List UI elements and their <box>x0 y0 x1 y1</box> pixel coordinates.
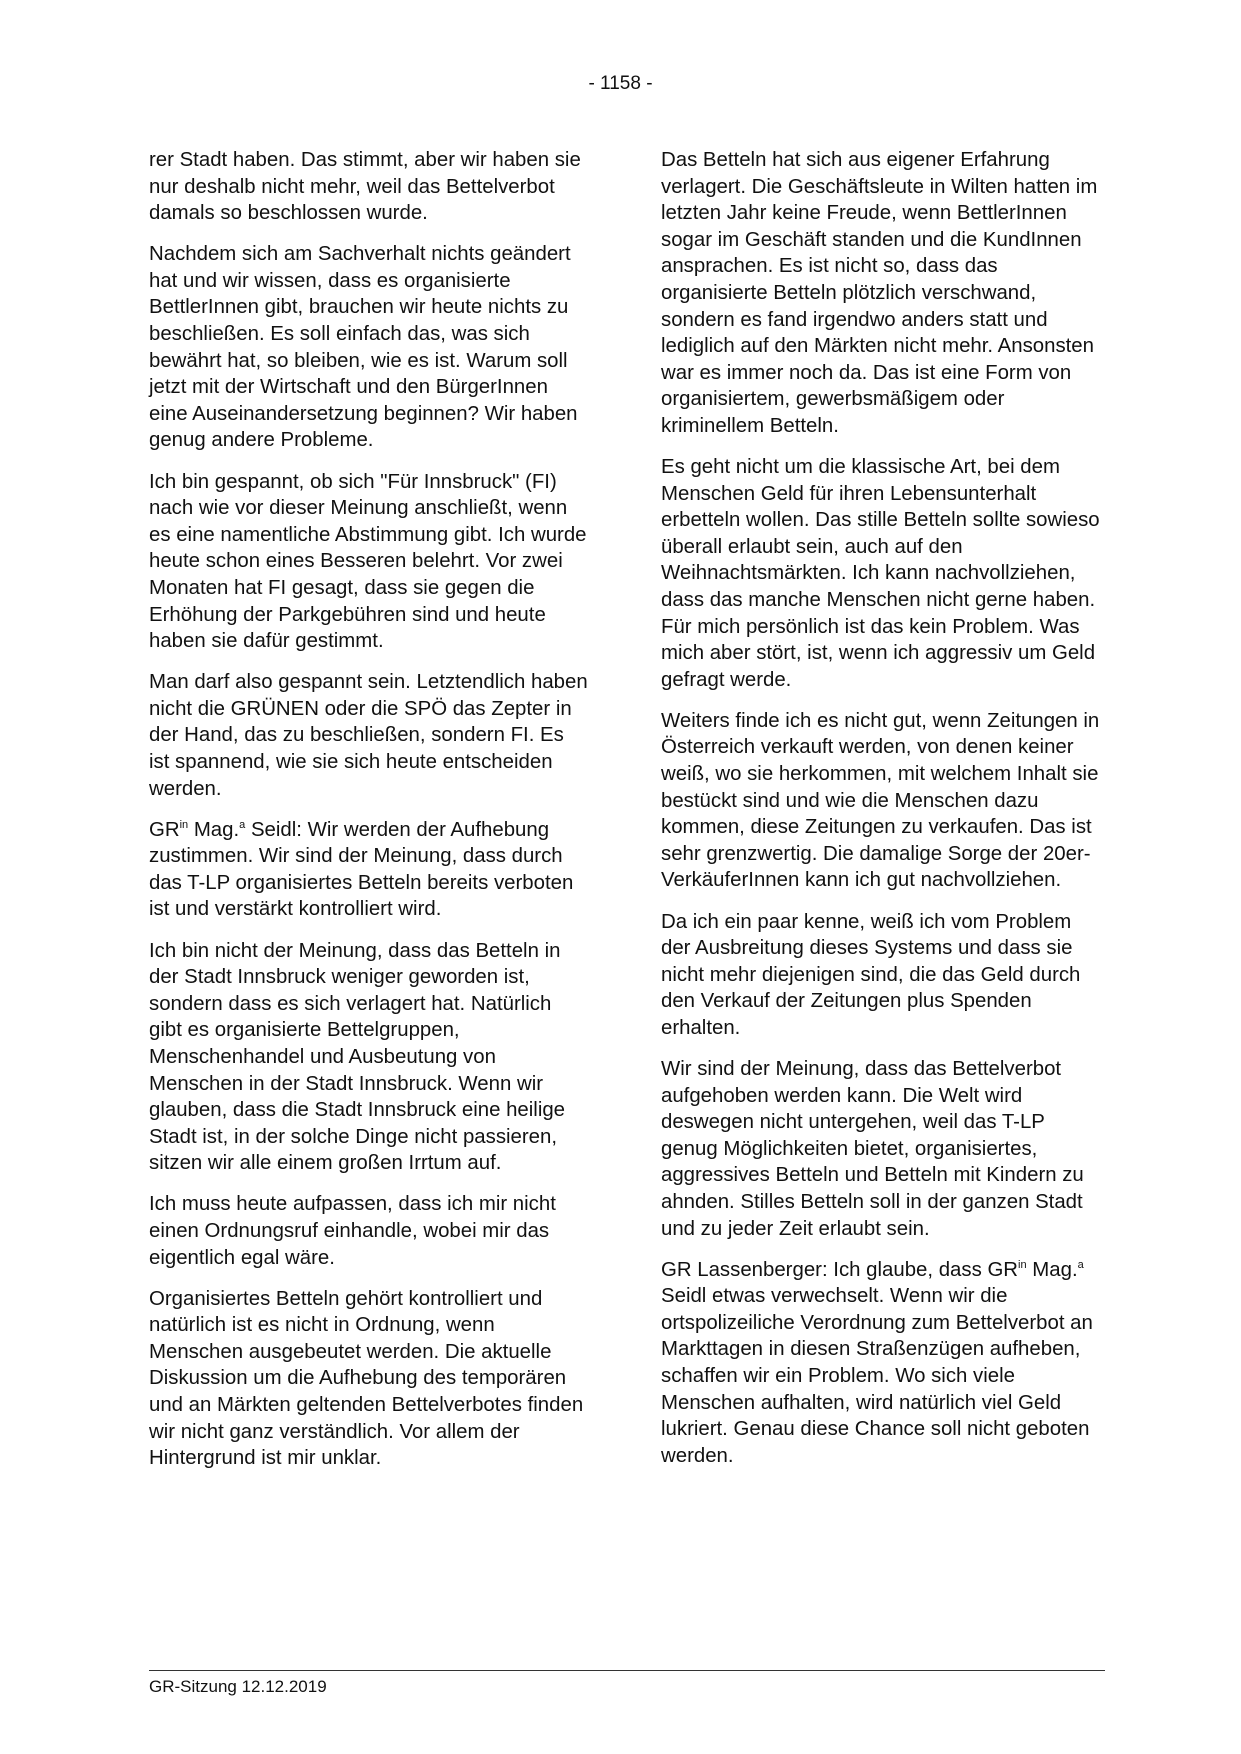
speaker-title-superscript: in <box>179 818 189 831</box>
degree-superscript: a <box>1077 1258 1084 1271</box>
footer-session-date: GR-Sitzung 12.12.2019 <box>149 1677 327 1696</box>
speaker-name: Seidl: <box>245 818 308 841</box>
right-column <box>661 147 1101 1484</box>
speech-text: Seidl etwas verwechselt. Wenn wir die ortspolizeiliche Verordnung zum Bettelverbot an Markttagen in diesen Straßenzügen aufheben, schaffen wir ein Problem. Wo sich viele Menschen aufhalten, wird natürlich viel Geld lukriert. Genau diese Chance soll nicht geboten werden. <box>661 1285 1093 1467</box>
speech-text: Wir werden der Aufhebung zustimmen. Wir sind der Meinung, dass durch das T-LP organisiertes Betteln bereits verboten ist und verstärkt kontrolliert wird. <box>149 818 574 921</box>
paragraph: Weiters finde ich es nicht gut, wenn Zeitungen in Österreich verkauft werden, von denen keiner weiß, wo sie herkommen, mit welchem Inhalt sie bestückt sind und wie die Menschen dazu kommen, diese Zeitungen zu verkaufen. Das ist sehr grenzwertig. Die damalige Sorge der 20er-VerkäuferInnen kann ich gut nachvollziehen. <box>661 709 1100 892</box>
speech-text: Ich glaube, dass GR <box>833 1258 1019 1281</box>
paragraph: Ich muss heute aufpassen, dass ich mir nicht einen Ordnungsruf einhandle, wobei mir das eigentlich egal wäre. <box>149 1193 556 1269</box>
paragraph: Das Betteln hat sich aus eigener Erfahrung verlagert. Die Geschäftsleute in Wilten hatten im letzten Jahr keine Freude, wenn BettlerInnen sogar im Geschäft standen und die KundInnen ansprachen. Es ist nicht so, dass das organisierte Betteln plötzlich verschwand, sondern es fand irgendwo anders statt und lediglich auf den Märkten nicht mehr. Ansonsten war es immer noch da. Das ist eine Form von organisiertem, gewerbsmäßigem oder kriminellem Betteln. <box>661 149 1098 437</box>
paragraph: Es geht nicht um die klassische Art, bei dem Menschen Geld für ihren Lebensunterhalt erbetteln wollen. Das stille Betteln sollte sowieso überall erlaubt sein, auch auf den Weihnachtsmärkten. Ich kann nachvollziehen, dass das manche Menschen nicht gerne haben. Für mich persönlich ist das kein Problem. Was mich aber stört, ist, wenn ich aggressiv um Geld gefragt werde. <box>661 456 1100 691</box>
speaker-degree: Mag. <box>188 818 240 841</box>
page-number: - 1158 - <box>588 73 653 94</box>
speaker-title: GR <box>149 818 180 841</box>
paragraph: Ich bin gespannt, ob sich "Für Innsbruck" (FI) nach wie vor dieser Meinung anschließt, wenn es eine namentliche Abstimmung gibt. Ich wurde heute schon eines Besseren belehrt. Vor zwei Monaten hat FI gesagt, dass sie gegen die Erhöhung der Parkgebühren sind und heute haben sie dafür gestimmt. <box>149 470 587 653</box>
paragraph: Ich bin nicht der Meinung, dass das Betteln in der Stadt Innsbruck weniger geworden ist, sondern dass es sich verlagert hat. Natürlich gibt es organisierte Bettelgruppen, Menschenhandel und Ausbeutung von Menschen in der Stadt Innsbruck. Wenn wir glauben, dass die Stadt Innsbruck eine heilige Stadt ist, in der solche Dinge nicht passieren, sitzen wir alle einem großen Irrtum auf. <box>149 939 566 1175</box>
paragraph-speaker-seidl <box>149 817 589 923</box>
paragraph: Da ich ein paar kenne, weiß ich vom Problem der Ausbreitung dieses Systems und dass sie nicht mehr diejenigen sind, die das Geld durch den Verkauf der Zeitungen plus Spenden erhalten. <box>661 910 1081 1039</box>
left-column <box>149 147 589 1486</box>
paragraph: Man darf also gespannt sein. Letztendlich haben nicht die GRÜNEN oder die SPÖ das Zepter in der Hand, das zu beschließen, sondern FI. Es ist spannend, wie sie sich heute entscheiden werden. <box>149 671 588 800</box>
paragraph: Nachdem sich am Sachverhalt nichts geändert hat und wir wissen, dass es organisierte BettlerInnen gibt, brauchen wir heute nichts zu beschließen. Es soll einfach das, was sich bewährt hat, so bleiben, wie es ist. Warum soll jetzt mit der Wirtschaft und den BürgerInnen eine Auseinandersetzung beginnen? Wir haben genug andere Probleme. <box>149 243 578 452</box>
paragraph: Organisiertes Betteln gehört kontrolliert und natürlich ist es nicht in Ordnung, wenn Menschen ausgebeutet werden. Die aktuelle Diskussion um die Aufhebung des temporären und an Märkten geltenden Bettelverbotes finden wir nicht ganz verständlich. Vor allem der Hintergrund ist mir unklar. <box>149 1287 584 1470</box>
speaker-label: GR Lassenberger: <box>661 1258 834 1281</box>
paragraph-speaker-lassenberger <box>661 1257 1101 1470</box>
paragraph: rer Stadt haben. Das stimmt, aber wir haben sie nur deshalb nicht mehr, weil das Bettelverbot damals so beschlossen wurde. <box>149 149 581 225</box>
paragraph: Wir sind der Meinung, dass das Bettelverbot aufgehoben werden kann. Die Welt wird deswegen nicht untergehen, weil das T-LP genug Möglichkeiten bietet, organisiertes, aggressives Betteln und Betteln mit Kindern zu ahnden. Stilles Betteln soll in der ganzen Stadt und zu jeder Zeit erlaubt sein. <box>661 1058 1084 1240</box>
title-superscript: in <box>1018 1258 1027 1271</box>
speaker-degree-superscript: a <box>239 818 246 831</box>
speaker-label <box>149 819 308 841</box>
speech-text: Mag. <box>1026 1258 1078 1281</box>
footer-divider <box>149 1670 1105 1671</box>
